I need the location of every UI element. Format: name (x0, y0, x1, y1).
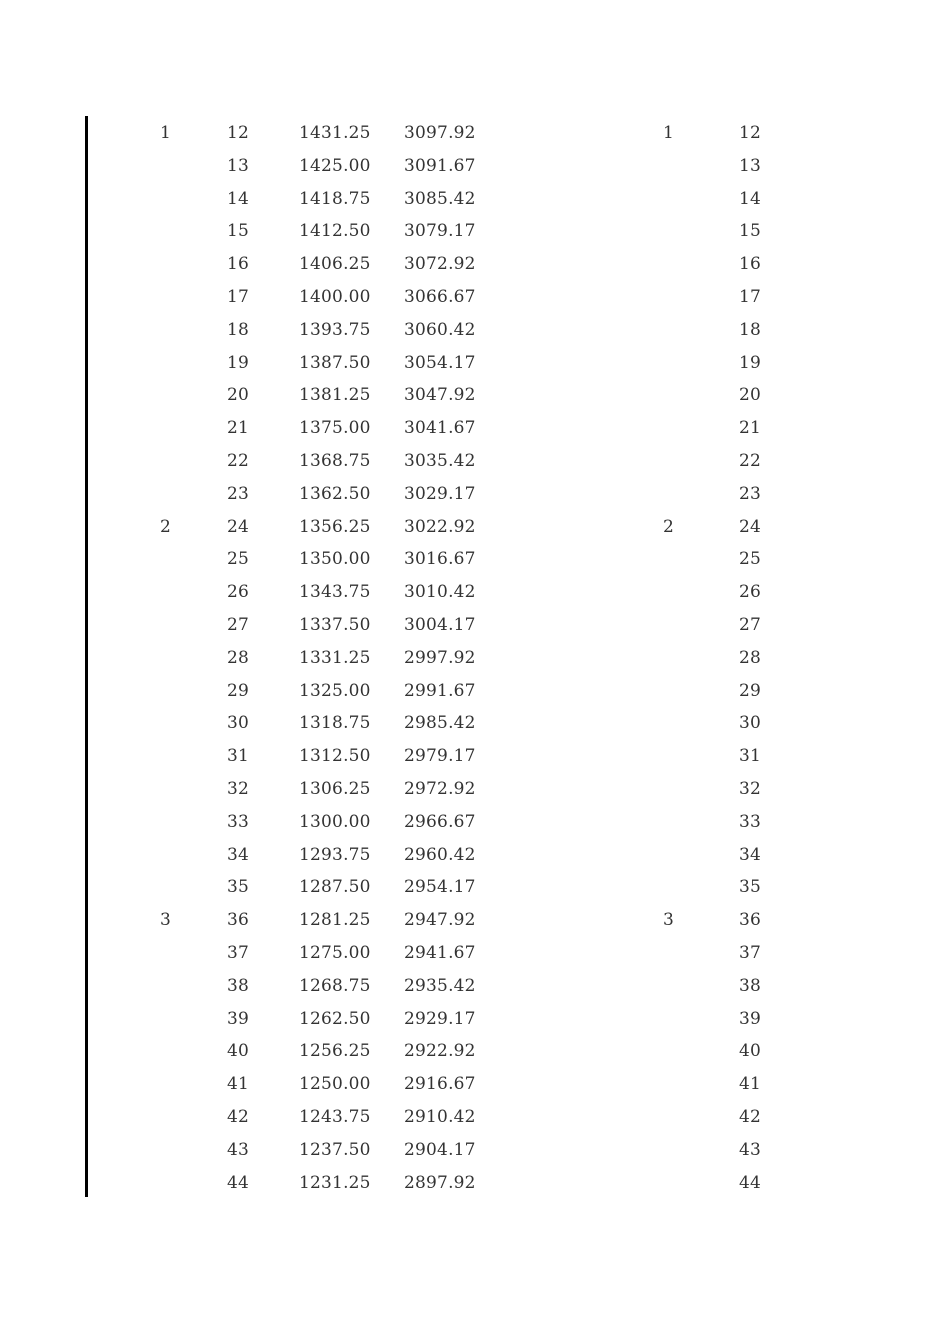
number-cell: 31 (739, 746, 762, 767)
value-cell: 3066.67 (404, 286, 476, 307)
table-row (0, 642, 950, 675)
value-cell: 1262.50 (299, 1008, 371, 1029)
value-cell: 1325.00 (299, 680, 371, 701)
table-row (0, 609, 950, 642)
number-cell: 29 (227, 680, 250, 701)
number-cell: 44 (739, 1172, 762, 1193)
number-cell: 16 (227, 254, 250, 275)
number-cell: 37 (739, 942, 762, 963)
number-cell: 21 (739, 418, 762, 439)
value-cell: 1368.75 (299, 450, 371, 471)
number-cell: 36 (227, 910, 250, 931)
value-cell: 1431.25 (299, 123, 371, 143)
number-cell: 12 (739, 123, 762, 143)
value-cell: 2991.67 (404, 680, 476, 701)
table-row (0, 904, 950, 937)
number-cell: 14 (227, 188, 250, 209)
number-cell: 29 (739, 680, 762, 701)
number-cell: 15 (739, 221, 762, 242)
value-cell: 1387.50 (299, 352, 371, 373)
group-cell: 2 (160, 516, 172, 537)
number-cell: 13 (739, 155, 762, 176)
number-cell: 20 (739, 385, 762, 406)
table-row (0, 314, 950, 347)
value-cell: 3029.17 (404, 483, 476, 504)
table-row (0, 773, 950, 806)
number-cell: 40 (739, 1041, 762, 1062)
value-cell: 2947.92 (404, 910, 476, 931)
table-row (0, 445, 950, 478)
number-cell: 16 (739, 254, 762, 275)
value-cell: 1343.75 (299, 582, 371, 603)
table-row (0, 1167, 950, 1200)
number-cell: 26 (227, 582, 250, 603)
value-cell: 3091.67 (404, 155, 476, 176)
table-row (0, 740, 950, 773)
table-row (0, 937, 950, 970)
number-cell: 30 (739, 713, 762, 734)
number-cell: 32 (227, 778, 250, 799)
number-cell: 43 (739, 1139, 762, 1160)
value-cell: 3097.92 (404, 123, 476, 143)
value-cell: 1281.25 (299, 910, 371, 931)
value-cell: 1425.00 (299, 155, 371, 176)
number-cell: 44 (227, 1172, 250, 1193)
value-cell: 2960.42 (404, 844, 476, 865)
table-row (0, 215, 950, 248)
number-cell: 25 (227, 549, 250, 570)
number-cell: 18 (227, 319, 250, 340)
number-cell: 35 (739, 877, 762, 898)
number-cell: 33 (739, 811, 762, 832)
value-cell: 1400.00 (299, 286, 371, 307)
value-cell: 1237.50 (299, 1139, 371, 1160)
value-cell: 1331.25 (299, 647, 371, 668)
number-cell: 39 (739, 1008, 762, 1029)
number-cell: 14 (739, 188, 762, 209)
number-cell: 24 (739, 516, 762, 537)
value-cell: 3079.17 (404, 221, 476, 242)
value-cell: 1406.25 (299, 254, 371, 275)
number-cell: 21 (227, 418, 250, 439)
table-row (0, 839, 950, 872)
value-cell: 3010.42 (404, 582, 476, 603)
number-cell: 35 (227, 877, 250, 898)
table-row (0, 478, 950, 511)
table-row (0, 281, 950, 314)
table-row (0, 1068, 950, 1101)
table-row (0, 1134, 950, 1167)
number-cell: 12 (227, 123, 250, 143)
value-cell: 3047.92 (404, 385, 476, 406)
table-row (0, 871, 950, 904)
value-cell: 2929.17 (404, 1008, 476, 1029)
value-cell: 3016.67 (404, 549, 476, 570)
group-cell: 1 (663, 123, 675, 143)
group-cell: 3 (160, 910, 172, 931)
number-cell: 36 (739, 910, 762, 931)
number-cell: 22 (227, 450, 250, 471)
value-cell: 1312.50 (299, 746, 371, 767)
number-cell: 32 (739, 778, 762, 799)
value-cell: 1268.75 (299, 975, 371, 996)
value-cell: 3004.17 (404, 614, 476, 635)
value-cell: 2916.67 (404, 1074, 476, 1095)
value-cell: 1381.25 (299, 385, 371, 406)
number-cell: 30 (227, 713, 250, 734)
table-row (0, 379, 950, 412)
number-cell: 31 (227, 746, 250, 767)
value-cell: 3035.42 (404, 450, 476, 471)
table-row (0, 117, 950, 150)
table-row (0, 1003, 950, 1036)
value-cell: 2985.42 (404, 713, 476, 734)
table-row (0, 412, 950, 445)
table-row (0, 248, 950, 281)
number-cell: 22 (739, 450, 762, 471)
number-cell: 13 (227, 155, 250, 176)
number-cell: 27 (739, 614, 762, 635)
value-cell: 3060.42 (404, 319, 476, 340)
value-cell: 1418.75 (299, 188, 371, 209)
number-cell: 15 (227, 221, 250, 242)
value-cell: 2966.67 (404, 811, 476, 832)
value-cell: 1300.00 (299, 811, 371, 832)
value-cell: 1362.50 (299, 483, 371, 504)
number-cell: 23 (227, 483, 250, 504)
value-cell: 2941.67 (404, 942, 476, 963)
group-cell: 2 (663, 516, 675, 537)
number-cell: 28 (739, 647, 762, 668)
number-cell: 26 (739, 582, 762, 603)
value-cell: 1243.75 (299, 1106, 371, 1127)
value-cell: 1337.50 (299, 614, 371, 635)
number-cell: 33 (227, 811, 250, 832)
number-cell: 40 (227, 1041, 250, 1062)
number-cell: 19 (739, 352, 762, 373)
number-cell: 42 (739, 1106, 762, 1127)
value-cell: 1287.50 (299, 877, 371, 898)
value-cell: 3022.92 (404, 516, 476, 537)
value-cell: 1350.00 (299, 549, 371, 570)
number-cell: 37 (227, 942, 250, 963)
value-cell: 1256.25 (299, 1041, 371, 1062)
number-cell: 34 (739, 844, 762, 865)
number-cell: 42 (227, 1106, 250, 1127)
table-row (0, 806, 950, 839)
number-cell: 38 (227, 975, 250, 996)
value-cell: 3072.92 (404, 254, 476, 275)
table-row (0, 543, 950, 576)
number-cell: 41 (739, 1074, 762, 1095)
number-cell: 43 (227, 1139, 250, 1160)
value-cell: 2979.17 (404, 746, 476, 767)
number-cell: 17 (739, 286, 762, 307)
number-cell: 23 (739, 483, 762, 504)
table-row (0, 970, 950, 1003)
value-cell: 2935.42 (404, 975, 476, 996)
value-cell: 2972.92 (404, 778, 476, 799)
number-cell: 38 (739, 975, 762, 996)
table-row (0, 675, 950, 708)
value-cell: 3041.67 (404, 418, 476, 439)
number-cell: 27 (227, 614, 250, 635)
table-row (0, 1101, 950, 1134)
value-cell: 1250.00 (299, 1074, 371, 1095)
data-table (0, 117, 950, 1199)
value-cell: 2997.92 (404, 647, 476, 668)
value-cell: 1318.75 (299, 713, 371, 734)
number-cell: 18 (739, 319, 762, 340)
value-cell: 1375.00 (299, 418, 371, 439)
value-cell: 2954.17 (404, 877, 476, 898)
value-cell: 1293.75 (299, 844, 371, 865)
table-row (0, 150, 950, 183)
number-cell: 24 (227, 516, 250, 537)
number-cell: 41 (227, 1074, 250, 1095)
value-cell: 2910.42 (404, 1106, 476, 1127)
table-row (0, 511, 950, 544)
table-row (0, 347, 950, 380)
value-cell: 1306.25 (299, 778, 371, 799)
number-cell: 28 (227, 647, 250, 668)
table-row (0, 1035, 950, 1068)
table-row (0, 576, 950, 609)
value-cell: 2897.92 (404, 1172, 476, 1193)
value-cell: 2904.17 (404, 1139, 476, 1160)
number-cell: 19 (227, 352, 250, 373)
value-cell: 1231.25 (299, 1172, 371, 1193)
number-cell: 20 (227, 385, 250, 406)
number-cell: 39 (227, 1008, 250, 1029)
number-cell: 17 (227, 286, 250, 307)
number-cell: 34 (227, 844, 250, 865)
group-cell: 1 (160, 123, 172, 143)
number-cell: 25 (739, 549, 762, 570)
table-row (0, 707, 950, 740)
value-cell: 3085.42 (404, 188, 476, 209)
value-cell: 1356.25 (299, 516, 371, 537)
value-cell: 3054.17 (404, 352, 476, 373)
table-row (0, 183, 950, 216)
value-cell: 2922.92 (404, 1041, 476, 1062)
group-cell: 3 (663, 910, 675, 931)
value-cell: 1393.75 (299, 319, 371, 340)
value-cell: 1412.50 (299, 221, 371, 242)
value-cell: 1275.00 (299, 942, 371, 963)
